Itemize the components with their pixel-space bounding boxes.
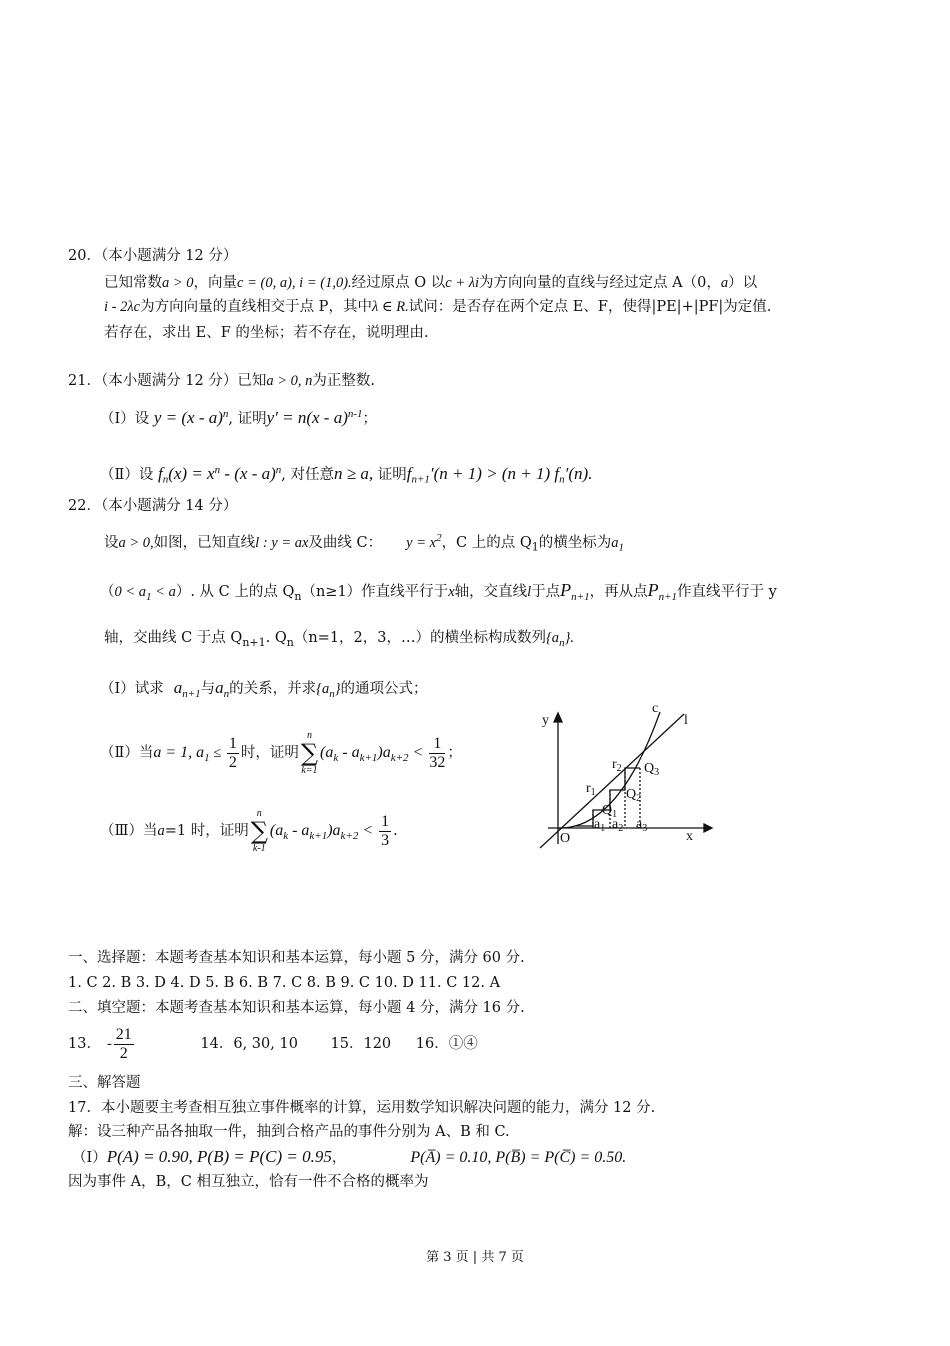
q20-heading: 20．（本小题满分 12 分）: [68, 248, 238, 264]
math: {a: [546, 630, 560, 646]
label-x: x: [686, 829, 693, 844]
math-sub: k: [333, 751, 339, 764]
label-a2: $a_2$: [612, 817, 624, 834]
label-line-l: l: [684, 713, 688, 728]
math: <: [408, 744, 428, 761]
text: ；: [362, 410, 378, 427]
q21-heading: [68, 371, 375, 391]
label-r1: $r_1$: [586, 781, 596, 798]
math: x: [448, 584, 455, 600]
text: ）以: [728, 275, 758, 291]
q17-heading: 17．本小题要主考查相互独立事件概率的计算，运用数学知识解决问题的能力，满分 12 分.: [68, 1100, 656, 1116]
answers-section-1: 一、选择题：本题考查基本知识和基本运算，每小题 5 分，满分 60 分.: [68, 950, 525, 966]
math-sup: n: [275, 464, 282, 476]
math: P: [647, 580, 659, 600]
math: P(A̅) = 0.10, P(B̅) = P(C̅) = 0.50.: [410, 1149, 627, 1166]
math: }: [334, 681, 341, 697]
label-y: y: [542, 713, 549, 728]
fraction-one-half: [227, 735, 239, 772]
text: 为方向向量的直线与经过定点 A（0，: [479, 275, 721, 291]
math: a: [215, 678, 224, 697]
math: P: [560, 580, 572, 600]
math-sub: 1: [618, 541, 625, 554]
math-sub: n: [329, 687, 335, 700]
text: ）. 从 C 上的点 Q: [175, 584, 295, 600]
sum-upper: n: [306, 730, 312, 741]
text: 设: [104, 534, 119, 551]
math: i - 2λc: [104, 299, 141, 315]
math: y = x: [406, 534, 437, 551]
label-q2: $Q_2$: [626, 787, 642, 804]
label-r2: $r_2$: [612, 757, 622, 774]
numerator: 1: [381, 812, 390, 830]
answers-section-2: 二、填空题：本题考查基本知识和基本运算，每小题 4 分，满分 16 分.: [68, 1000, 525, 1016]
answers-section-3: 三、解答题: [68, 1075, 141, 1091]
text: 的关系，并求: [229, 681, 317, 697]
math: 0 < a: [114, 584, 147, 600]
text: ，: [331, 1150, 347, 1166]
math-sub: k+1: [359, 751, 378, 764]
text: （Ⅱ）设: [100, 466, 154, 483]
math-sub: k: [283, 829, 289, 842]
math: - a: [338, 744, 360, 761]
math: - (x - a): [220, 463, 276, 483]
text: 为方向向量的直线相交于点 P，其中: [140, 299, 372, 315]
denominator: 32: [429, 753, 446, 771]
math: a: [157, 823, 165, 839]
math: -: [106, 1036, 112, 1052]
math: l: [527, 584, 532, 600]
page-footer: 第 3 页 | 共 7 页: [426, 1250, 524, 1265]
text: 轴，交直线: [454, 584, 528, 600]
math: a > 0, n: [266, 373, 313, 389]
math: a > 0: [162, 275, 194, 291]
math: a: [173, 678, 183, 697]
x-axis-arrow: [704, 824, 712, 832]
numerator: 1: [228, 734, 237, 752]
text: 作直线平行于 y: [677, 584, 777, 600]
math-sub: n: [559, 636, 565, 649]
math-sub: 1: [531, 540, 539, 554]
math-sub: n: [223, 687, 230, 700]
text: （Ⅰ）设: [100, 410, 150, 427]
math-sub: 1: [204, 751, 210, 764]
denominator: 2: [228, 753, 237, 771]
denominator: 3: [381, 831, 390, 849]
q17-part-1: [72, 1146, 626, 1169]
label-a3: $a_3$: [636, 817, 648, 834]
text: 经过原点 O 以: [351, 275, 446, 291]
text: 的通项公式；: [340, 681, 428, 697]
text: ；: [447, 745, 462, 761]
q20-line-3: 若存在，求出 E、F 的坐标；若不存在，说明理由.: [104, 325, 429, 341]
sigma-symbol: ∑: [250, 817, 268, 845]
text: （Ⅲ）当: [100, 823, 158, 839]
q22-part-2: [100, 730, 462, 780]
math-sub: 1: [146, 590, 152, 603]
text: 时，证明: [240, 745, 299, 761]
q21-part-2: [100, 456, 592, 494]
sigma-symbol: ∑: [300, 739, 319, 767]
q17-solution-intro: 解：设三种产品各抽取一件，抽到合格产品的事件分别为 A、B 和 C.: [68, 1124, 510, 1140]
fraction-21-2: [114, 1026, 134, 1063]
math-sub: n: [162, 473, 169, 486]
summation: [301, 730, 318, 776]
math-sub: k+2: [390, 751, 409, 764]
math: (x) = x: [168, 463, 215, 483]
text: 与: [200, 681, 216, 697]
text: 已知常数: [104, 275, 162, 291]
math-sub: k+1: [309, 829, 328, 842]
math: < a: [151, 584, 176, 600]
math: a > 0,: [118, 534, 154, 551]
math-sub: n+1: [182, 687, 201, 700]
math: c = (0, a), i = (1,0).: [237, 275, 352, 291]
math-sup: 2: [436, 532, 442, 544]
text: 及曲线 C：: [308, 534, 383, 551]
math-sup: n: [214, 464, 221, 476]
label-q3: $Q_3$: [644, 761, 660, 778]
text: 21．（本小题满分 12 分）已知: [68, 373, 267, 389]
q22-heading: 22．（本小题满分 14 分）: [68, 498, 238, 514]
math: }.: [564, 630, 574, 646]
sum-lower: k-1: [252, 843, 266, 854]
text: 16．①④: [415, 1036, 478, 1052]
text: （n=1，2，3，…）的横坐标构成数列: [293, 630, 546, 646]
sum-lower: k=1: [301, 765, 318, 776]
math: P(A) = 0.90, P(B) = P(C) = 0.95: [106, 1147, 332, 1166]
text: 的横坐标为: [538, 534, 612, 551]
q22-part-1: [100, 676, 428, 706]
math: (a: [269, 822, 284, 839]
summation: [251, 808, 268, 854]
text: ，向量: [193, 275, 238, 291]
fraction-one-third: [379, 813, 391, 850]
text: 13．: [68, 1036, 101, 1052]
math: f: [157, 463, 163, 483]
choice-answers: 1. C 2. B 3. D 4. D 5. B 6. B 7. C 8. B 9. C 10. D 11. C 12. A: [68, 975, 501, 991]
text: , 对任意: [281, 466, 335, 483]
math: )a: [327, 822, 341, 839]
text: =1 时，证明: [164, 823, 249, 839]
text: 试问：是否存在两个定点 E、F，使得|PE|+|PF|为定值.: [408, 299, 772, 315]
math: a: [720, 275, 729, 291]
math: y = (x - a): [153, 407, 223, 427]
text: （Ⅰ）试求: [100, 681, 164, 697]
math: f: [406, 463, 412, 483]
text: 证明: [373, 466, 407, 483]
q20-line-2: [104, 297, 771, 317]
text: 轴，交曲线 C 于点 Q: [104, 630, 243, 646]
q22-line-1: [104, 526, 624, 560]
label-curve-c: c: [652, 701, 659, 716]
math: n ≥ a,: [334, 463, 374, 483]
q20-line-1: [104, 273, 757, 293]
text: 如图，已知直线: [153, 534, 256, 551]
numerator: 1: [429, 735, 445, 754]
text: 为正整数.: [312, 373, 376, 389]
math: <: [358, 822, 378, 839]
math: c + λi: [445, 275, 480, 291]
text: .: [393, 823, 398, 839]
math-sup: n-1: [347, 408, 363, 420]
text: , 证明: [228, 410, 267, 427]
text: 15．120: [330, 1036, 392, 1052]
math: (a: [320, 744, 334, 761]
math: a = 1, a: [153, 744, 205, 761]
text: 于点: [531, 584, 561, 600]
denominator: 2: [119, 1044, 128, 1062]
q21-part-1: [100, 400, 377, 433]
y-axis-arrow: [554, 713, 562, 722]
text: （Ⅱ）当: [100, 745, 154, 761]
math: - a: [288, 822, 310, 839]
math: ′(n).: [564, 463, 593, 483]
math: ′(n + 1) > (n + 1) f: [429, 463, 560, 483]
text: ，再从点: [589, 584, 648, 600]
math-sub: n+1: [571, 590, 590, 603]
math: a: [611, 534, 619, 551]
math-sub: n: [559, 473, 565, 486]
q22-part-3: [100, 808, 398, 858]
text: ，C 上的点 Q: [441, 534, 532, 551]
math-sub: n: [286, 635, 294, 649]
q22-line-2: [100, 578, 777, 609]
text: （: [100, 584, 115, 600]
sum-upper: n: [256, 808, 262, 819]
math-sub: k+2: [340, 829, 359, 842]
fill-answers: [68, 1024, 478, 1064]
math: ≤: [209, 745, 225, 761]
math-sub: n+1: [411, 473, 430, 486]
math-sub: n: [294, 589, 302, 603]
math-sub: n+1: [242, 635, 266, 649]
math-sup: n: [222, 408, 229, 420]
q22-line-3: [104, 628, 574, 653]
label-a1: $a_1$: [594, 817, 606, 834]
math: y′ = n(x - a): [266, 407, 348, 427]
text: （Ⅰ）: [72, 1150, 107, 1166]
text: . Q: [265, 630, 287, 646]
q17-text: 因为事件 A，B，C 相互独立，恰有一件不合格的概率为: [68, 1174, 429, 1190]
math: {a: [316, 681, 330, 697]
math: )a: [377, 744, 391, 761]
numerator: 21: [115, 1025, 132, 1043]
cobweb-figure: [518, 700, 718, 850]
math: l : y = ax: [255, 534, 309, 551]
label-q1: $Q_1$: [602, 803, 618, 820]
text: 14．6, 30, 10: [200, 1036, 298, 1052]
math-sub: n+1: [658, 590, 678, 603]
math: λ ∈ R.: [371, 299, 409, 315]
label-origin: O: [560, 831, 571, 846]
text: （n≥1）作直线平行于: [301, 584, 449, 600]
fraction-one-32: [429, 735, 445, 772]
